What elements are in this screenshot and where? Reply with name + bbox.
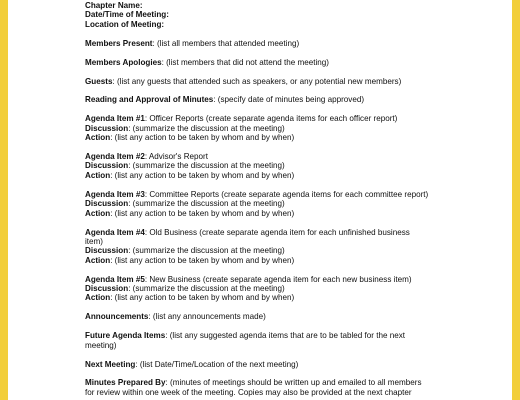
- discussion-line: Discussion: (summarize the discussion at the meeting): [85, 161, 285, 171]
- future-agenda-line-2: meeting): [85, 340, 117, 350]
- action-line: Action: (list any action to be taken by whom and by when): [85, 208, 295, 218]
- members-apologies: Members Apologies: (list members that did not attend the meeting): [85, 57, 329, 67]
- agenda-item-title: Agenda Item #1: Officer Reports (create separate agenda items for each officer report): [85, 114, 398, 124]
- discussion-line: Discussion: (summarize the discussion at the meeting): [85, 123, 285, 133]
- minutes-prepared-line-1: Minutes Prepared By: (minutes of meetings should be written up and emailed to all members: [85, 378, 422, 388]
- agenda-item-title: Agenda Item #4: Old Business (create separate agenda item for each unfinished business: [85, 227, 410, 237]
- next-meeting: Next Meeting: (list Date/Time/Location of the next meeting): [85, 359, 299, 369]
- announcements: Announcements: (list any announcements made): [85, 312, 266, 322]
- agenda-item-title: Agenda Item #2: Advisor's Report: [85, 152, 209, 162]
- agenda-item-5: [85, 275, 505, 303]
- action-line: Action: (list any action to be taken by whom and by when): [85, 133, 295, 143]
- action-line: Action: (list any action to be taken by whom and by when): [85, 255, 295, 265]
- members-present: Members Present: (list all members that attended meeting): [85, 38, 300, 48]
- future-agenda-items: [85, 331, 505, 350]
- action-line: Action: (list any action to be taken by whom and by when): [85, 170, 295, 180]
- minutes-prepared-by: [85, 378, 505, 397]
- date-time-label: Date/Time of Meeting:: [85, 10, 169, 20]
- discussion-line: Discussion: (summarize the discussion at the meeting): [85, 246, 285, 256]
- future-agenda-line-1: Future Agenda Items: (list any suggested agenda items that are to be tabled for the next: [85, 331, 406, 341]
- agenda-item-title-cont: item): [85, 236, 103, 246]
- minutes-template: [85, 1, 505, 397]
- action-line: Action: (list any action to be taken by whom and by when): [85, 293, 295, 303]
- agenda-item-3: [85, 190, 505, 218]
- location-label: Location of Meeting:: [85, 19, 165, 29]
- reading-approval: Reading and Approval of Minutes: (specify date of minutes being approved): [85, 95, 365, 105]
- agenda-item-2: [85, 152, 505, 180]
- discussion-line: Discussion: (summarize the discussion at the meeting): [85, 284, 285, 294]
- document-page: [8, 0, 512, 400]
- agenda-item-1: [85, 114, 505, 142]
- discussion-line: Discussion: (summarize the discussion at the meeting): [85, 199, 285, 209]
- agenda-item-title: Agenda Item #3: Committee Reports (create separate agenda items for each committee report): [85, 189, 429, 199]
- agenda-item-title: Agenda Item #5: New Business (create separate agenda item for each new business item): [85, 274, 412, 284]
- chapter-name-label: Chapter Name:: [85, 1, 143, 10]
- agenda-item-4: [85, 228, 505, 266]
- minutes-prepared-line-2: for review within one week of the meeting. Copies may also be provided at the next chapter: [85, 387, 412, 397]
- guests: Guests: (list any guests that attended such as speakers, or any potential new members): [85, 76, 402, 86]
